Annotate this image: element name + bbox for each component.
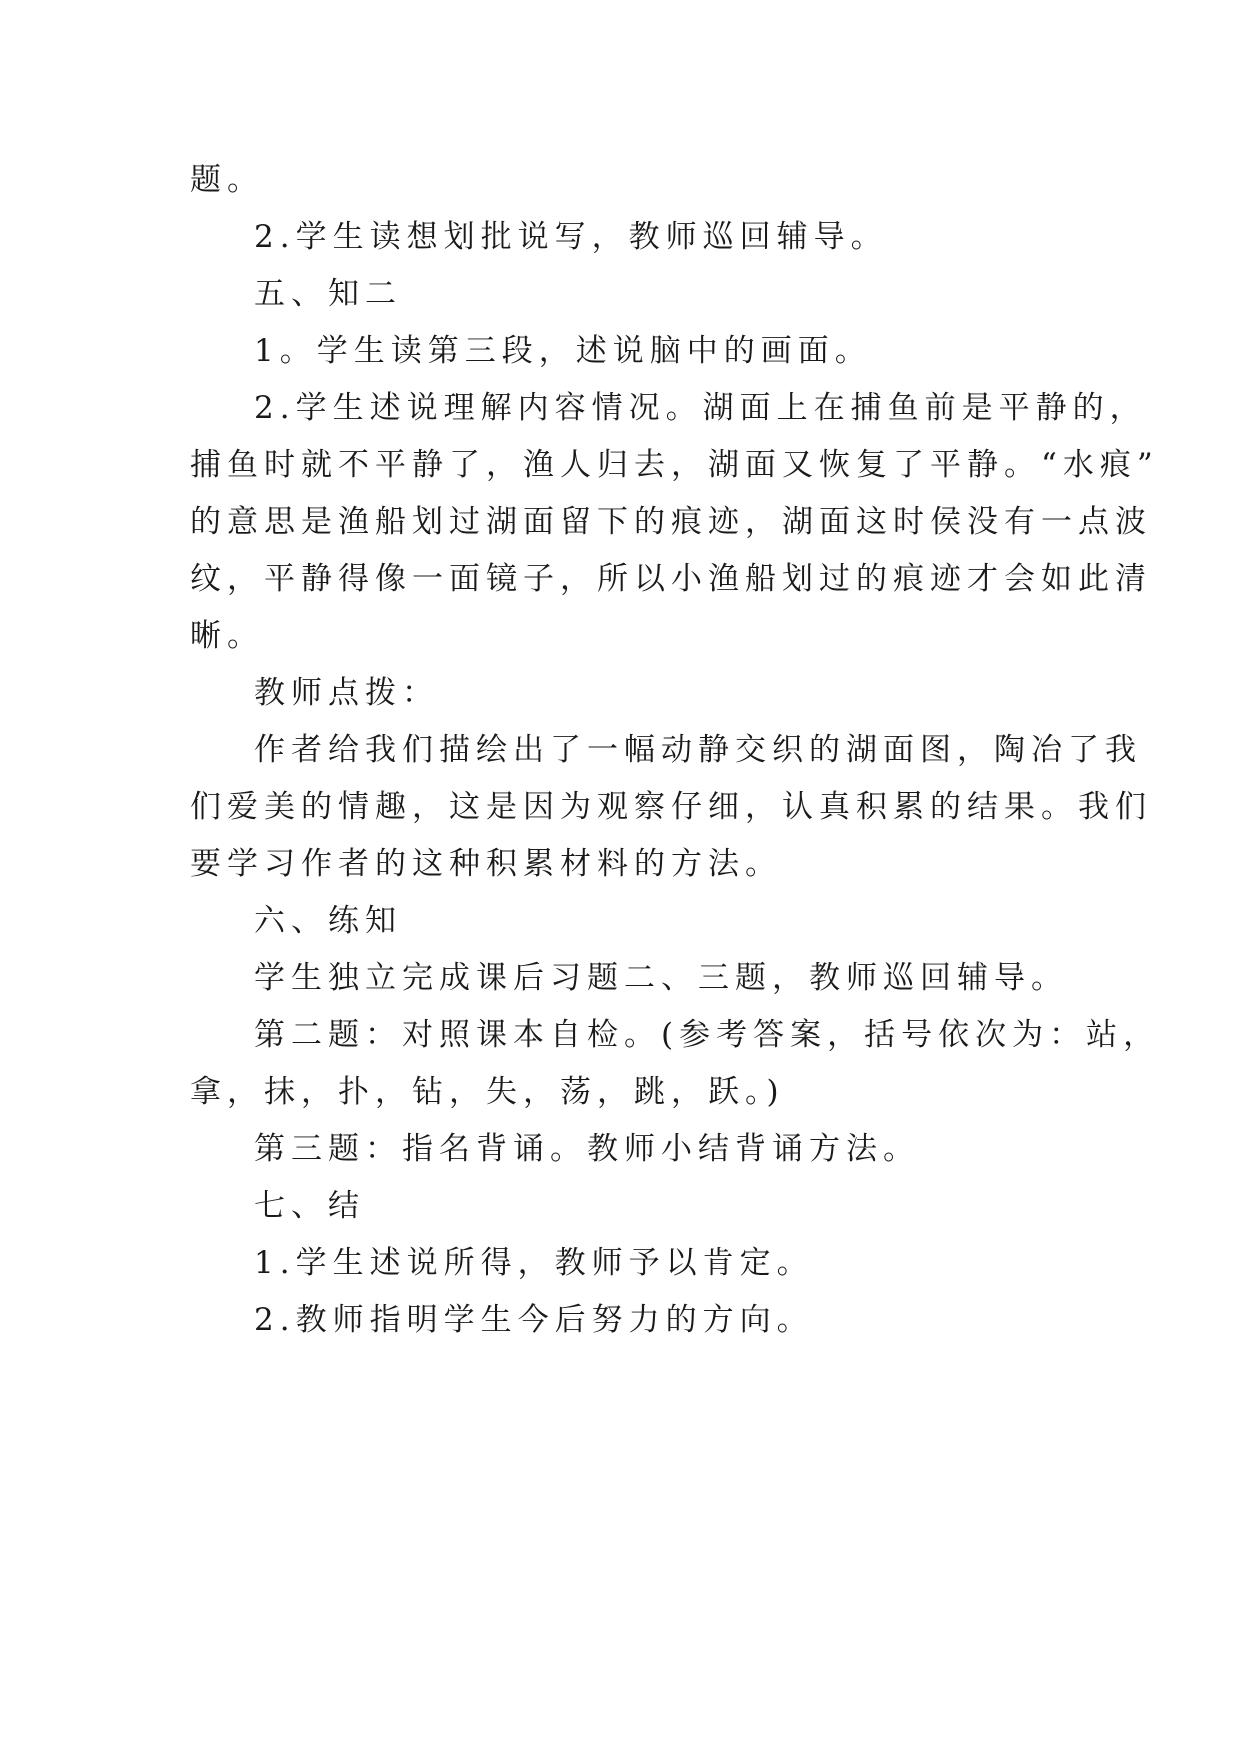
section-heading: 七、结 — [254, 1188, 365, 1224]
text-line: 的意思是渔船划过湖面留下的痕迹，湖面这时侯没有一点波 — [190, 504, 1152, 540]
text-line: 第二题：对照课本自检。(参考答案，括号依次为：站， — [254, 1017, 1161, 1053]
section-heading: 六、练知 — [254, 903, 402, 939]
text-line: 要学习作者的这种积累材料的方法。 — [190, 846, 782, 882]
text-line: 纹，平静得像一面镜子，所以小渔船划过的痕迹才会如此清 — [190, 561, 1152, 597]
text-line: 教师点拨： — [254, 675, 439, 711]
text-line: 们爱美的情趣，这是因为观察仔细，认真积累的结果。我们 — [190, 789, 1152, 825]
text-line: 晰。 — [190, 618, 264, 654]
text-line: 题。 — [190, 162, 264, 198]
text-line: 1。学生读第三段，述说脑中的画面。 — [254, 333, 872, 369]
text-line: 2.学生读想划批说写，教师巡回辅导。 — [254, 219, 888, 255]
text-line: 捕鱼时就不平静了，渔人归去，湖面又恢复了平静。“水痕” — [190, 447, 1159, 483]
text-line: 拿，抹，扑，钻，失，荡，跳，跃。) — [190, 1074, 785, 1110]
text-line: 第三题：指名背诵。教师小结背诵方法。 — [254, 1131, 920, 1167]
section-heading: 五、知二 — [254, 276, 402, 312]
text-line: 2.学生述说理解内容情况。湖面上在捕鱼前是平静的， — [254, 390, 1147, 426]
text-line: 2.教师指明学生今后努力的方向。 — [254, 1302, 814, 1338]
text-line: 1.学生述说所得，教师予以肯定。 — [254, 1245, 814, 1281]
text-line: 作者给我们描绘出了一幅动静交织的湖面图，陶冶了我 — [254, 732, 1142, 768]
text-line: 学生独立完成课后习题二、三题，教师巡回辅导。 — [254, 960, 1068, 996]
